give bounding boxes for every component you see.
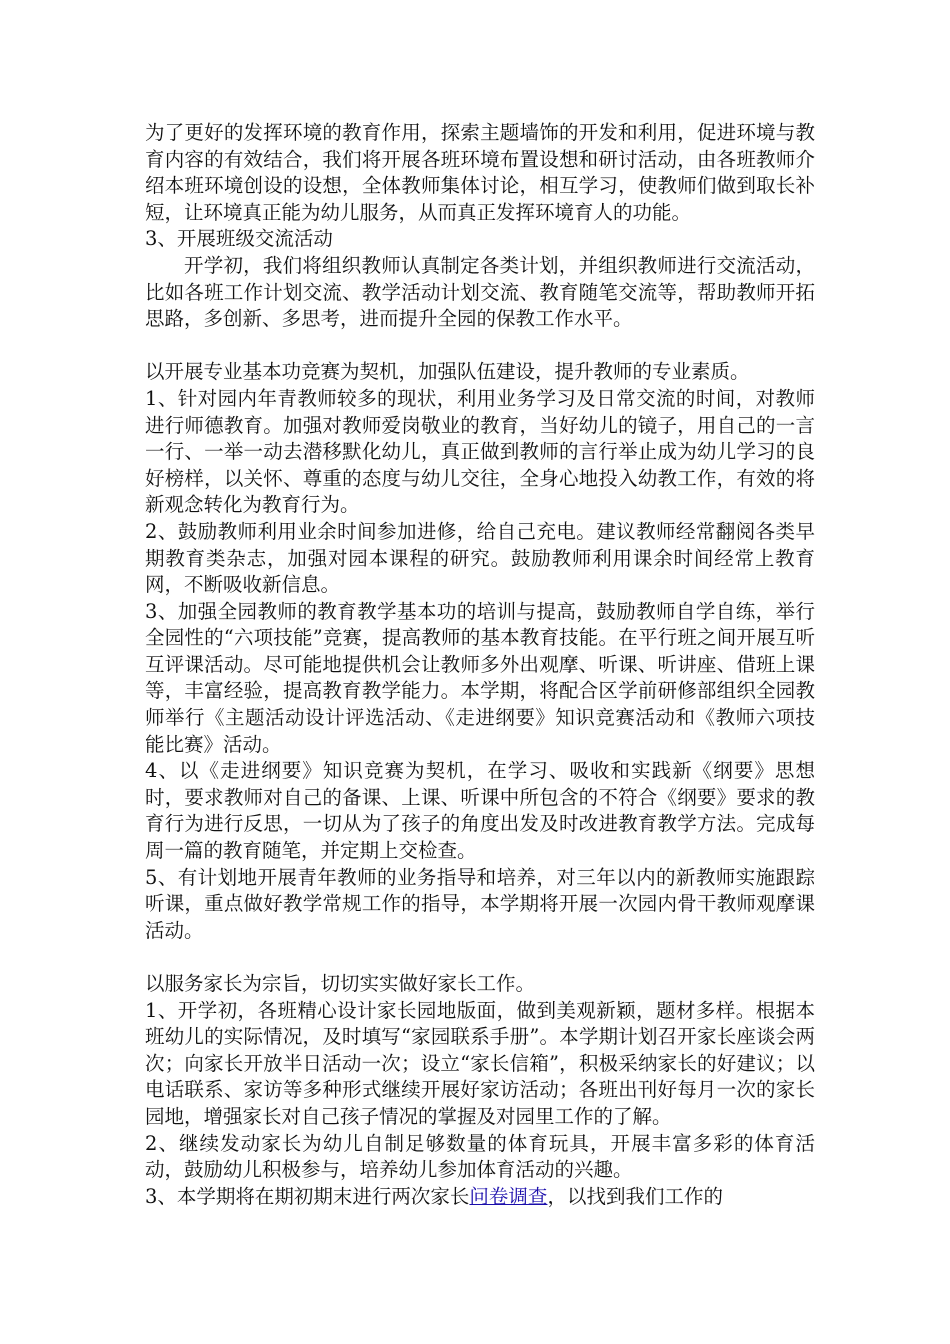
section-heading-skills: 以开展专业基本功竞赛为契机，加强队伍建设，提升教师的专业素质。 bbox=[145, 360, 750, 384]
paragraph-exchange: 开学初，我们将组织教师认真制定各类计划，并组织教师进行交流活动，比如各班工作计划交流、教学活动计划交流、教育随笔交流等，帮助教师开拓思路，多创新、多思考，进而提升全园的保教工作水平。 bbox=[145, 253, 815, 331]
parents-item-1: 1、开学初，各班精心设计家长园地版面，做到美观新颖，题材多样。根据本班幼儿的实际情况，及时填写“家园联系手册”。本学期计划召开家长座谈会两次；向家长开放半日活动一次；设立“家长信箱”，积极采纳家长的好建议；以电话联系、家访等多种形式继续开展好家访活动；各班出刊好每月一次的家长园地，增强家长对自己孩子情况的掌握及对园里工作的了解。 bbox=[145, 998, 815, 1128]
parents-item-3-text-before: 3、本学期将在期初期末进行两次家长 bbox=[145, 1184, 470, 1208]
paragraph-environment: 为了更好的发挥环境的教育作用，探索主题墙饰的开发和利用，促进环境与教育内容的有效结合，我们将开展各班环境布置设想和研讨活动，由各班教师介绍本班环境创设的设想，全体教师集体讨论，相互学习，使教师们做到取长补短，让环境真正能为幼儿服务，从而真正发挥环境育人的功能。 bbox=[145, 121, 815, 224]
list-item-1: 1、针对园内年青教师较多的现状，利用业务学习及日常交流的时间，对教师进行师德教育。加强对教师爱岗敬业的教育，当好幼儿的镜子，用自己的一言一行、一举一动去潜移默化幼儿，真正做到教师的言行举止成为幼儿学习的良好榜样，以关怀、尊重的态度与幼儿交往，全身心地投入幼教工作，有效的将新观念转化为教育行为。 bbox=[145, 386, 815, 517]
list-item-5: 5、有计划地开展青年教师的业务指导和培养，对三年以内的新教师实施跟踪听课，重点做好教学常规工作的指导，本学期将开展一次园内骨干教师观摩课活动。 bbox=[145, 865, 815, 942]
heading-class-exchange: 3、开展班级交流活动 bbox=[145, 227, 333, 251]
list-item-3: 3、加强全园教师的教育教学基本功的培训与提高，鼓励教师自学自练，举行全园性的“六项技能”竞赛，提高教师的基本教育技能。在平行班之间开展互听互评课活动。尽可能地提供机会让教师多外出观摩、听课、听讲座、借班上课等，丰富经验，提高教育教学能力。本学期，将配合区学前研修部组织全园教师举行《主题活动设计评选活动、《走进纲要》知识竞赛活动和《教师六项技能比赛》活动。 bbox=[145, 599, 815, 756]
survey-link[interactable]: 问卷调查 bbox=[469, 1184, 548, 1208]
parents-item-2: 2、继续发动家长为幼儿自制足够数量的体育玩具，开展丰富多彩的体育活动，鼓励幼儿积极参与，培养幼儿参加体育活动的兴趣。 bbox=[145, 1131, 815, 1182]
section-heading-parents: 以服务家长为宗旨，切切实实做好家长工作。 bbox=[145, 972, 536, 995]
list-item-4: 4、以《走进纲要》知识竞赛为契机，在学习、吸收和实践新《纲要》思想时，要求教师对自己的备课、上课、听课中所包含的不符合《纲要》要求的教育行为进行反思，一切从为了孩子的角度出发及时改进教育教学方法。完成每周一篇的教育随笔，并定期上交检查。 bbox=[145, 759, 815, 863]
parents-item-3-text-after: ，以找到我们工作的 bbox=[547, 1184, 723, 1208]
list-item-2: 2、鼓励教师利用业余时间参加进修，给自己充电。建议教师经常翻阅各类早期教育类杂志，加强对园本课程的研究。鼓励教师利用课余时间经常上教育网，不断吸收新信息。 bbox=[145, 519, 815, 597]
blank-line bbox=[145, 333, 815, 360]
parents-item-3 bbox=[145, 1184, 815, 1211]
blank-line bbox=[145, 944, 815, 971]
